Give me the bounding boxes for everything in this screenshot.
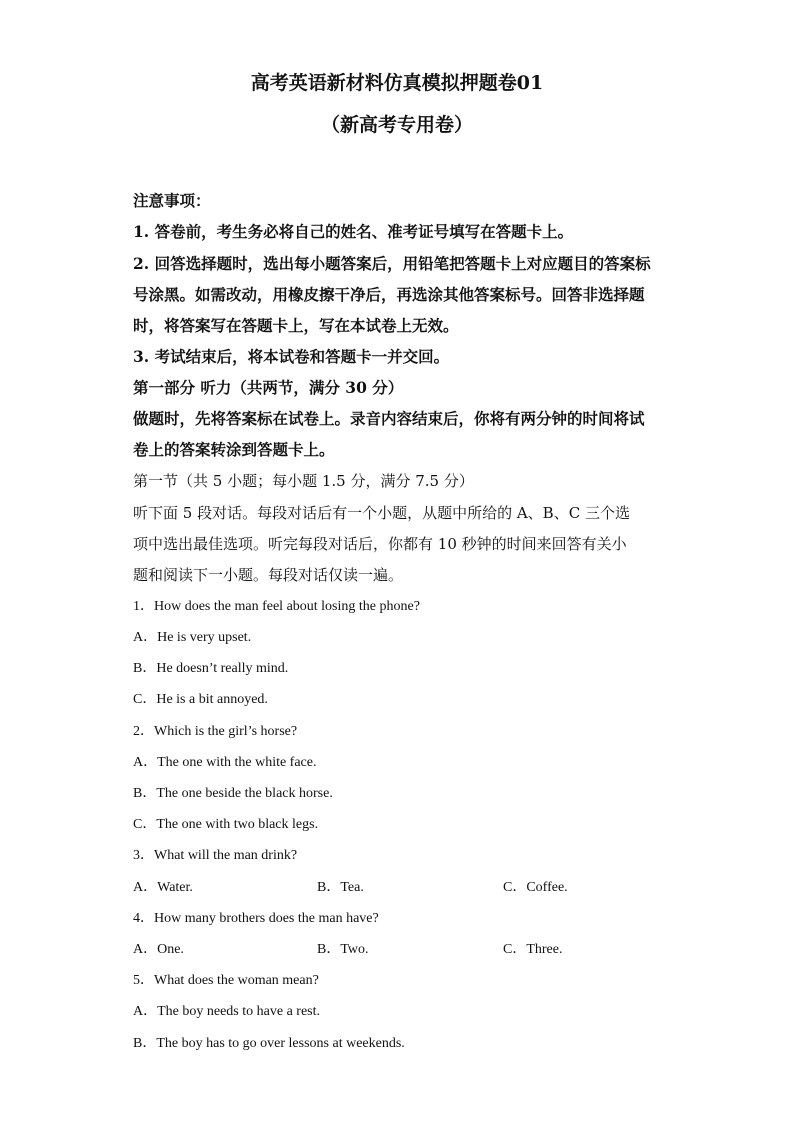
question-3-option-c: C．Coffee. bbox=[503, 880, 568, 895]
question-2-option-c: C．The one with two black legs. bbox=[133, 817, 319, 832]
page-subtitle: （新高考专用卷） bbox=[320, 114, 473, 136]
section1-directions-line-1: 听下面 5 段对话。每段对话后有一个小题，从题中所给的 A、B、C 三个选 bbox=[133, 504, 630, 522]
part1-instruction-line-1: 做题时，先将答案标在试卷上。录音内容结束后，你将有两分钟的时间将试 bbox=[133, 409, 645, 428]
part1-heading: 第一部分 听力（共两节，满分 30 分） bbox=[133, 378, 404, 397]
notice-heading: 注意事项： bbox=[133, 191, 211, 210]
question-5-option-b: B．The boy has to go over lessons at weekends. bbox=[133, 1036, 405, 1051]
question-3-stem: 3．What will the man drink? bbox=[133, 848, 298, 863]
notice-item-2-line-1: 2. 回答选择题时，选出每小题答案后，用铅笔把答题卡上对应题目的答案标 bbox=[133, 254, 651, 273]
page-title: 高考英语新材料仿真模拟押题卷01 bbox=[250, 72, 544, 94]
question-2-option-a: A．The one with the white face. bbox=[133, 755, 317, 770]
section1-directions-line-3: 题和阅读下一小题。每段对话仅读一遍。 bbox=[133, 566, 404, 584]
section1-heading: 第一节（共 5 小题；每小题 1.5 分，满分 7.5 分） bbox=[133, 472, 474, 490]
notice-item-2-line-3: 时，将答案写在答题卡上，写在本试卷上无效。 bbox=[133, 316, 459, 335]
question-5-option-a: A．The boy needs to have a rest. bbox=[133, 1004, 320, 1019]
question-4-option-b: B．Two. bbox=[317, 942, 369, 957]
notice-item-2-line-2: 号涂黑。如需改动，用橡皮擦干净后，再选涂其他答案标号。回答非选择题 bbox=[133, 285, 645, 304]
question-2-option-b: B．The one beside the black horse. bbox=[133, 786, 333, 801]
question-1-option-a: A．He is very upset. bbox=[133, 630, 252, 645]
question-4-stem: 4．How many brothers does the man have? bbox=[133, 911, 379, 926]
question-2-stem: 2．Which is the girl’s horse? bbox=[133, 724, 298, 739]
question-5-stem: 5．What does the woman mean? bbox=[133, 973, 319, 988]
notice-item-1: 1. 答卷前，考生务必将自己的姓名、准考证号填写在答题卡上。 bbox=[133, 222, 574, 241]
question-4-option-a: A．One. bbox=[133, 942, 184, 957]
question-3-option-a: A．Water. bbox=[133, 880, 193, 895]
question-1-option-c: C．He is a bit annoyed. bbox=[133, 692, 268, 707]
notice-item-3: 3. 考试结束后，将本试卷和答题卡一并交回。 bbox=[133, 347, 450, 366]
question-3-option-b: B．Tea. bbox=[317, 880, 364, 895]
section1-directions-line-2: 项中选出最佳选项。听完每段对话后，你都有 10 秒钟的时间来回答有关小 bbox=[133, 535, 627, 553]
question-4-option-c: C．Three. bbox=[503, 942, 563, 957]
part1-instruction-line-2: 卷上的答案转涂到答题卡上。 bbox=[133, 440, 335, 459]
question-1-option-b: B．He doesn’t really mind. bbox=[133, 661, 289, 676]
question-1-stem: 1．How does the man feel about losing the phone? bbox=[133, 599, 420, 614]
